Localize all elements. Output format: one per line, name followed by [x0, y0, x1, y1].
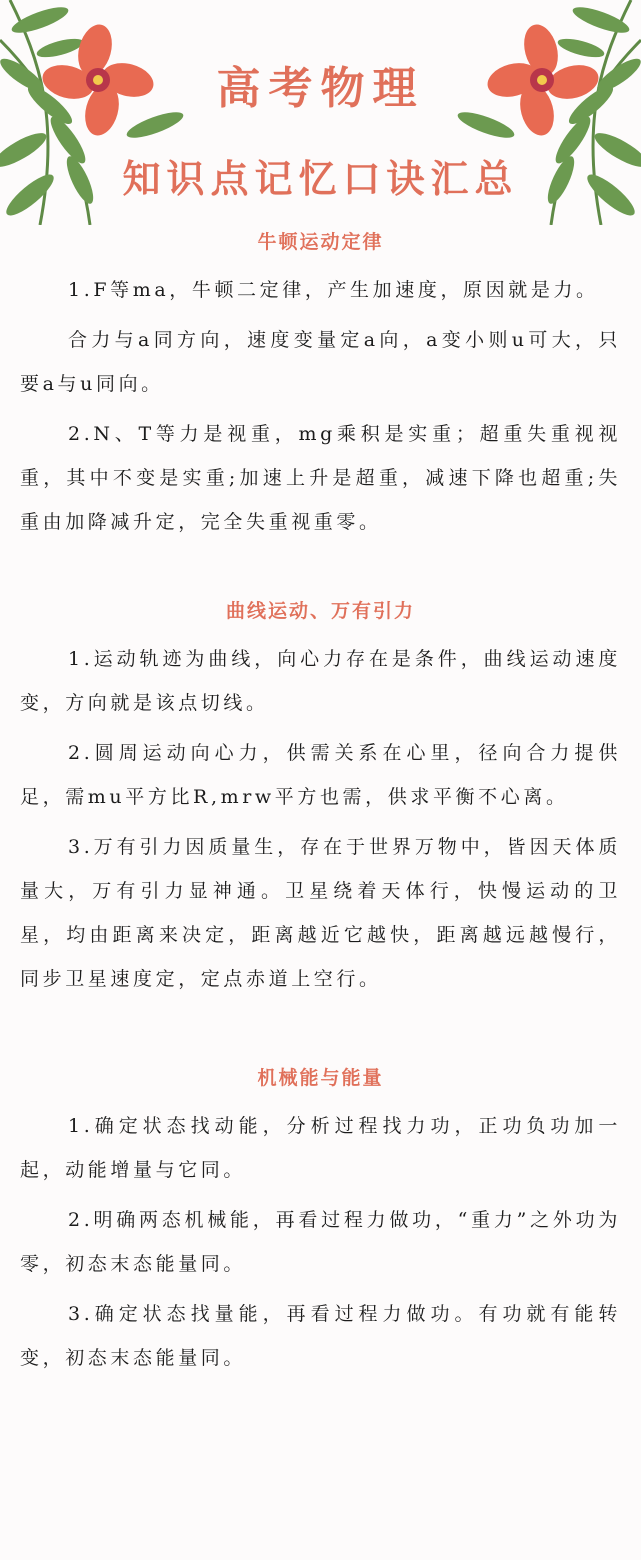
paragraph: 1.运动轨迹为曲线，向心力存在是条件，曲线运动速度变，方向就是该点切线。 — [20, 648, 621, 714]
content — [0, 225, 641, 1380]
section-title-curve-gravity: 曲线运动、万有引力 — [225, 600, 415, 622]
paragraph: 2.明确两态机械能，再看过程力做功，“重力”之外功为零，初态末态能量同。 — [20, 1209, 621, 1275]
paragraph: 3.万有引力因质量生，存在于世界万物中，皆因天体质量大，万有引力显神通。卫星绕着天体行，快慢运动的卫星，均由距离来决定，距离越近它越快，距离越远越慢行，同步卫星速度定，定点赤道上空行。 — [20, 836, 621, 990]
paragraph: 1.确定状态找动能，分析过程找力功，正功负功加一起，动能增量与它同。 — [20, 1115, 621, 1181]
page-subtitle: 知识点记忆口诀汇总 — [122, 157, 519, 201]
paragraph: 2.N、T等力是视重，mg乘积是实重；超重失重视视重，其中不变是实重;加速上升是超重，减速下降也超重;失重由加降减升定，完全失重视重零。 — [20, 423, 621, 533]
paragraph: 2.圆周运动向心力，供需关系在心里，径向合力提供足，需mu平方比R,mrw平方也需，供求平衡不心离。 — [20, 742, 621, 808]
page-title: 高考物理 — [216, 63, 425, 114]
header — [0, 0, 641, 225]
paragraph: 合力与a同方向，速度变量定a向，a变小则u可大，只要a与u同向。 — [20, 329, 621, 395]
section-title-newton: 牛顿运动定律 — [257, 231, 384, 253]
section-title-mechanical-energy: 机械能与能量 — [257, 1067, 384, 1089]
paragraph: 1.F等ma，牛顿二定律，产生加速度，原因就是力。 — [68, 279, 599, 301]
paragraph: 3.确定状态找量能，再看过程力做功。有功就有能转变，初态末态能量同。 — [20, 1303, 621, 1369]
